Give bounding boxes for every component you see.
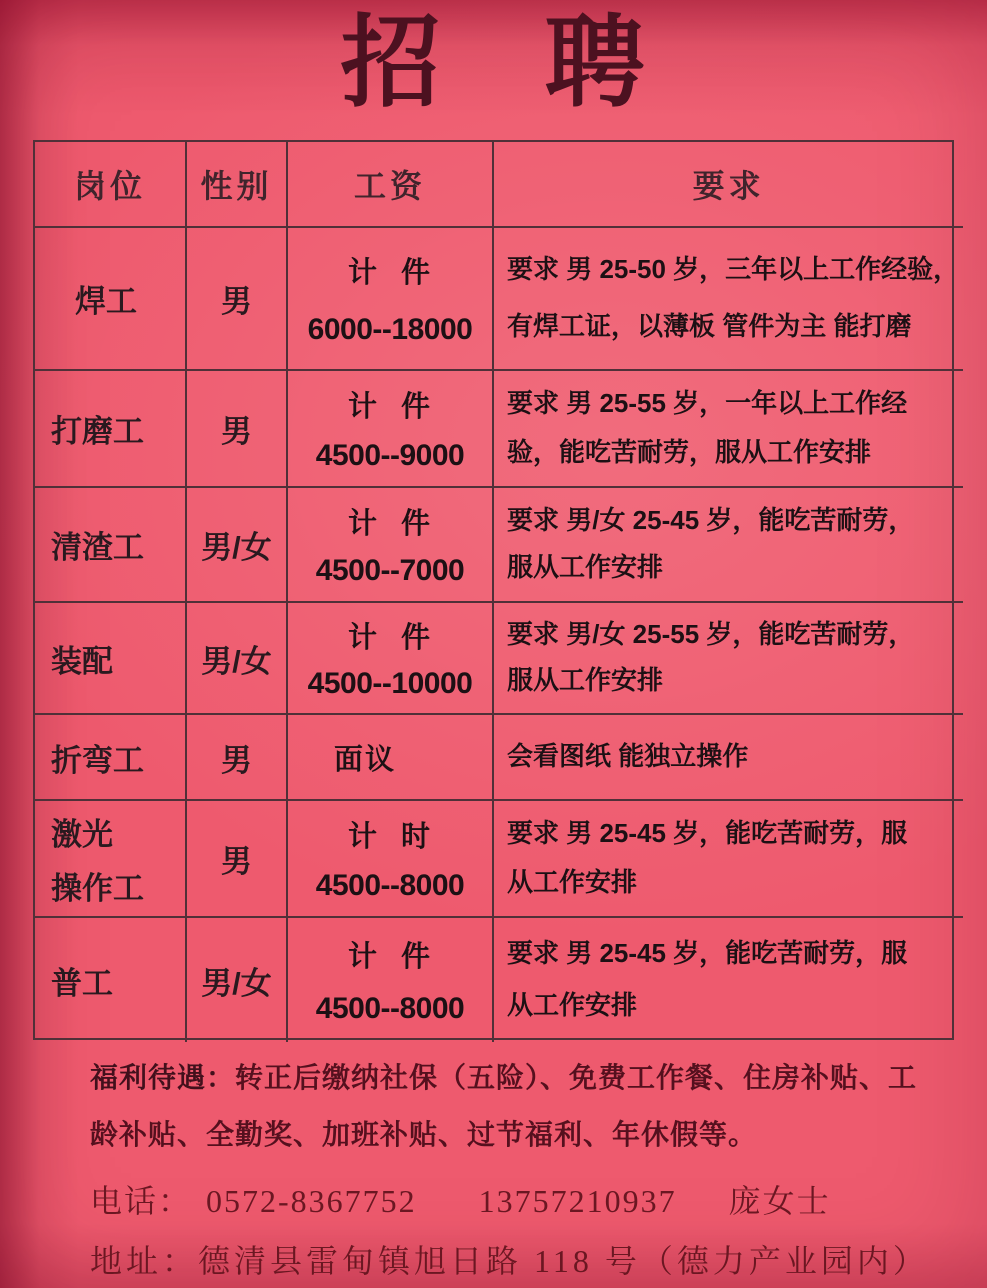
row5-req-line1: 会看图纸 能独立操作 <box>507 741 749 772</box>
row6-salary-cell <box>288 801 494 918</box>
row7-salary-range: 4500--8000 <box>315 991 465 1025</box>
phone-number-2: 13757210937 <box>478 1183 677 1219</box>
row5-salary-type: 面议 <box>334 743 397 776</box>
phone-label: 电话： <box>90 1183 193 1219</box>
row4-salary-type: 计 件 <box>347 621 433 654</box>
row7-salary-cell <box>288 918 494 1042</box>
row4-req-line2: 服从工作安排 <box>507 665 664 696</box>
row6-salary-type: 计 时 <box>347 821 433 854</box>
address-line <box>90 1236 929 1282</box>
row2-requirements-cell <box>494 371 963 488</box>
row3-requirements-cell <box>494 488 963 603</box>
address-label: 地址： <box>90 1243 199 1279</box>
row6-position-cell <box>35 801 187 918</box>
row1-req-line1: 要求 男 25-50 岁，三年以上工作经验， <box>507 254 960 285</box>
row6-position-line2: 操作工 <box>51 870 144 906</box>
row4-requirements-cell <box>494 603 963 715</box>
row2-req-line1: 要求 男 25-55 岁，一年以上工作经 <box>507 388 908 419</box>
phone-line <box>90 1176 831 1222</box>
row6-req-line2: 从工作安排 <box>507 866 638 897</box>
row4-salary-range: 4500--10000 <box>307 667 473 701</box>
row5-position-cell: 折弯工 <box>35 715 187 801</box>
row7-gender-cell: 男/女 <box>187 918 288 1042</box>
poster-title: 招 聘 <box>340 8 647 119</box>
row4-req-line1: 要求 男/女 25-55 岁，能吃苦耐劳， <box>507 618 915 649</box>
phone-number-1: 0572-8367752 <box>206 1183 417 1219</box>
row7-req-line2: 从工作安排 <box>507 989 638 1020</box>
row1-gender-cell: 男 <box>187 228 288 371</box>
row5-gender-cell: 男 <box>187 715 288 801</box>
row6-gender-cell: 男 <box>187 801 288 918</box>
col-header-requirements: 要求 <box>494 142 963 228</box>
row3-gender-cell: 男/女 <box>187 488 288 603</box>
row1-position-cell: 焊工 <box>35 228 187 371</box>
row1-req-line2: 有焊工证，以薄板 管件为主 能打磨 <box>507 311 912 342</box>
phone-contact-name: 庞女士 <box>728 1183 831 1219</box>
row2-req-line2: 验，能吃苦耐劳，服从工作安排 <box>507 436 872 467</box>
col-header-position: 岗位 <box>35 142 187 228</box>
benefits-label: 福利待遇： <box>90 1063 236 1094</box>
row6-salary-range: 4500--8000 <box>315 868 465 902</box>
row4-position-cell: 装配 <box>35 603 187 715</box>
row3-req-line2: 服从工作安排 <box>507 552 664 583</box>
row2-salary-cell <box>288 371 494 488</box>
row1-salary-cell <box>288 228 494 371</box>
benefits-line2: 龄补贴、全勤奖、加班补贴、过节福利、年休假等。 <box>90 1120 758 1151</box>
row1-salary-range: 6000--18000 <box>307 313 473 346</box>
row7-requirements-cell <box>494 918 963 1042</box>
row7-position-cell: 普工 <box>35 918 187 1042</box>
row3-position-cell: 清渣工 <box>35 488 187 603</box>
row5-salary-cell <box>288 715 494 801</box>
row1-requirements-cell <box>494 228 963 371</box>
row4-gender-cell: 男/女 <box>187 603 288 715</box>
row6-requirements-cell <box>494 801 963 918</box>
row2-salary-type: 计 件 <box>347 391 433 424</box>
benefits-text1: 转正后缴纳社保（五险）、免费工作餐、住房补贴、工 <box>235 1063 918 1094</box>
row5-requirements-cell <box>494 715 963 801</box>
row2-gender-cell: 男 <box>187 371 288 488</box>
col-header-salary: 工资 <box>288 142 494 228</box>
row4-salary-cell <box>288 603 494 715</box>
jobs-table <box>33 140 960 1040</box>
row2-salary-range: 4500--9000 <box>315 438 465 472</box>
row6-position-line1: 激光 <box>51 817 113 853</box>
address-value: 德清县雷甸镇旭日路 118 号（德力产业园内） <box>198 1243 929 1279</box>
benefits-line1 <box>90 1056 917 1096</box>
row3-req-line1: 要求 男/女 25-45 岁，能吃苦耐劳， <box>507 504 915 535</box>
row6-req-line1: 要求 男 25-45 岁，能吃苦耐劳，服 <box>507 818 908 849</box>
row3-salary-range: 4500--7000 <box>315 554 465 588</box>
row7-req-line1: 要求 男 25-45 岁，能吃苦耐劳，服 <box>507 938 908 969</box>
col-header-gender: 性别 <box>187 142 288 228</box>
row3-salary-cell <box>288 488 494 603</box>
row1-salary-type: 计 件 <box>347 257 433 289</box>
row3-salary-type: 计 件 <box>347 507 433 540</box>
row7-salary-type: 计 件 <box>347 941 433 974</box>
row2-position-cell: 打磨工 <box>35 371 187 488</box>
